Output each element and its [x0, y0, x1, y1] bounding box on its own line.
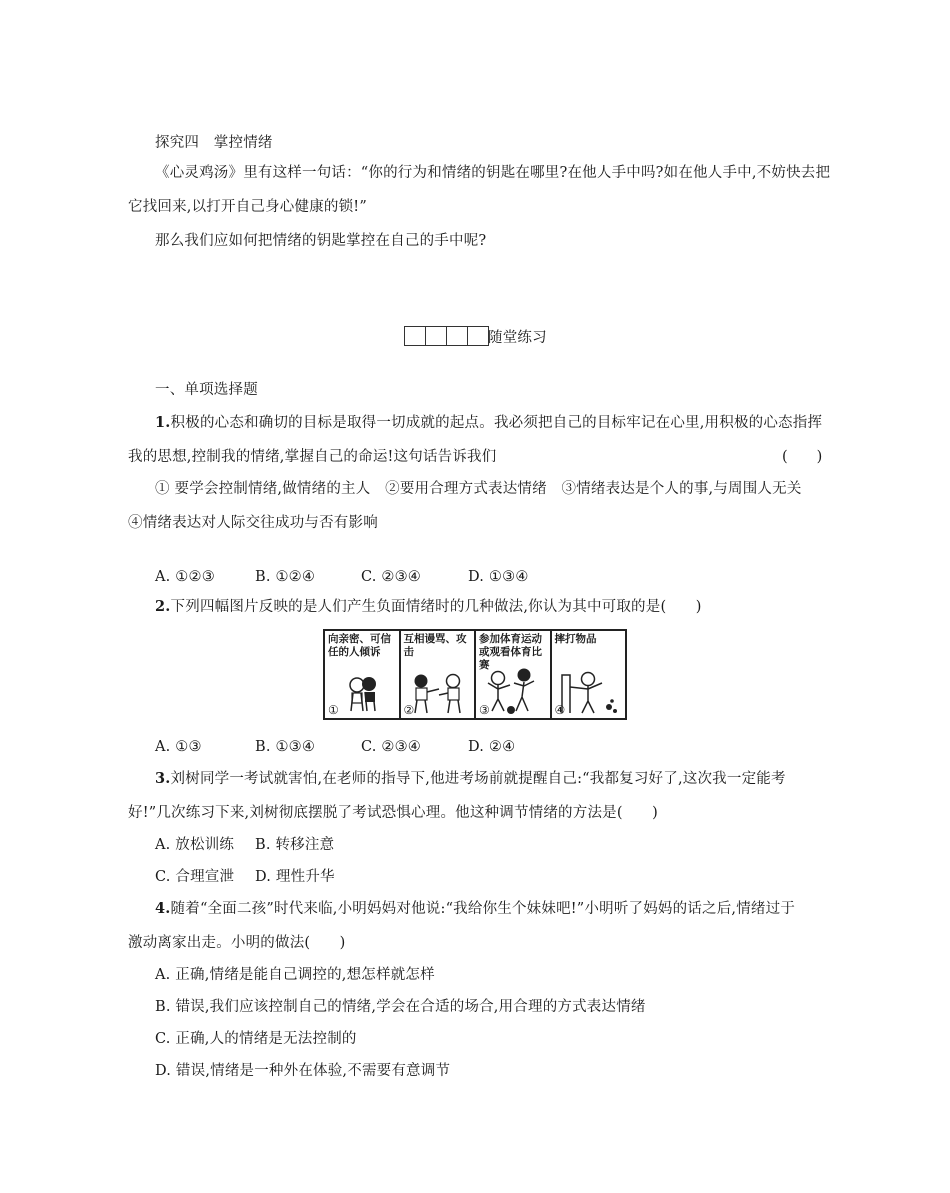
- option-d: D. 理性升华: [255, 869, 335, 885]
- answer-paren: ( ): [782, 449, 823, 465]
- panel-number: ③: [479, 703, 490, 717]
- figure-panel-2: [401, 631, 477, 718]
- figure-panel-4: [552, 631, 626, 718]
- option-c: C. ②③④: [361, 569, 421, 585]
- question-1-statements-2: ④情绪表达对人际交往成功与否有影响: [128, 515, 378, 531]
- question-4-line-2: 激动离家出走。小明的做法( ): [128, 935, 346, 951]
- question-2-line-1: [155, 597, 702, 617]
- option-d: D. 错误,情绪是一种外在体验,不需要有意调节: [155, 1063, 451, 1079]
- option-a: A. 正确,情绪是能自己调控的,想怎样就怎样: [155, 967, 435, 983]
- option-b: B. 错误,我们应该控制自己的情绪,学会在合适的场合,用合理的方式表达情绪: [155, 999, 646, 1015]
- question-text: 积极的心态和确切的目标是取得一切成就的起点。我必须把自己的目标牢记在心里,用积极的心态指挥: [170, 415, 823, 431]
- question-1-statements-1: ① 要学会控制情绪,做情绪的主人 ②要用合理方式表达情绪 ③情绪表达是个人的事,与周围人无关: [155, 481, 802, 497]
- question-number: 3.: [155, 770, 171, 787]
- panel-caption: 向亲密、可信任的人倾诉: [328, 633, 391, 658]
- figure-panel-1: [325, 631, 401, 718]
- practice-header: 随堂练习: [488, 330, 547, 346]
- panel-number: ②: [403, 703, 415, 717]
- option-a: A. ①②③: [155, 569, 215, 585]
- quote-line-2: 它找回来,以打开自己身心健康的锁!”: [128, 199, 367, 215]
- option-c: C. 正确,人的情绪是无法控制的: [155, 1031, 357, 1047]
- section-question: 那么我们应如何把情绪的钥匙掌控在自己的手中呢?: [155, 233, 487, 249]
- header-boxes: [404, 326, 489, 346]
- option-c: C. 合理宣泄: [155, 869, 235, 885]
- question-text: 刘树同学一考试就害怕,在老师的指导下,他进考场前就提醒自己:“我都复习好了,这次我一定能考: [170, 771, 786, 787]
- option-b: B. 转移注意: [255, 837, 335, 853]
- question-1-line-2: 我的思想,控制我的情绪,掌握自己的命运!这句话告诉我们: [128, 449, 497, 465]
- question-text: 下列四幅图片反映的是人们产生负面情绪时的几种做法,你认为其中可取的是( ): [170, 599, 702, 615]
- option-c: C. ②③④: [361, 739, 421, 755]
- option-d: D. ②④: [468, 739, 516, 755]
- panel-number: ①: [328, 703, 339, 717]
- part-title: 一、单项选择题: [155, 382, 258, 398]
- question-3-line-1: [155, 769, 786, 789]
- panel-caption: 互相谩骂、攻击: [403, 633, 467, 658]
- question-4-line-1: [155, 899, 795, 919]
- question-text: 随着“全面二孩”时代来临,小明妈妈对他说:“我给你生个妹妹吧!”小明听了妈妈的话之后,情绪过于: [170, 901, 796, 917]
- question-1-line-1: [155, 413, 822, 433]
- question-number: 2.: [155, 598, 171, 615]
- option-b: B. ①③④: [255, 739, 316, 755]
- question-3-line-2: 好!”几次练习下来,刘树彻底摆脱了考试恐惧心理。他这种调节情绪的方法是( ): [128, 805, 658, 821]
- option-d: D. ①③④: [468, 569, 529, 585]
- panel-number: ④: [554, 703, 566, 717]
- panel-caption: 参加体育运动或观看体育比赛: [479, 633, 542, 671]
- section-title: 探究四 掌控情绪: [155, 135, 273, 151]
- question-2-figure: [323, 629, 627, 720]
- option-a: A. 放松训练: [155, 837, 235, 853]
- question-number: 1.: [155, 414, 171, 431]
- panel-caption: 摔打物品: [554, 633, 597, 645]
- option-a: A. ①③: [155, 739, 202, 755]
- figure-panel-3: [476, 631, 552, 718]
- option-b: B. ①②④: [255, 569, 316, 585]
- quote-line-1: 《心灵鸡汤》里有这样一句话：“你的行为和情绪的钥匙在哪里?在他人手中吗?如在他人手中,不妨快去把: [155, 165, 831, 181]
- question-number: 4.: [155, 900, 171, 917]
